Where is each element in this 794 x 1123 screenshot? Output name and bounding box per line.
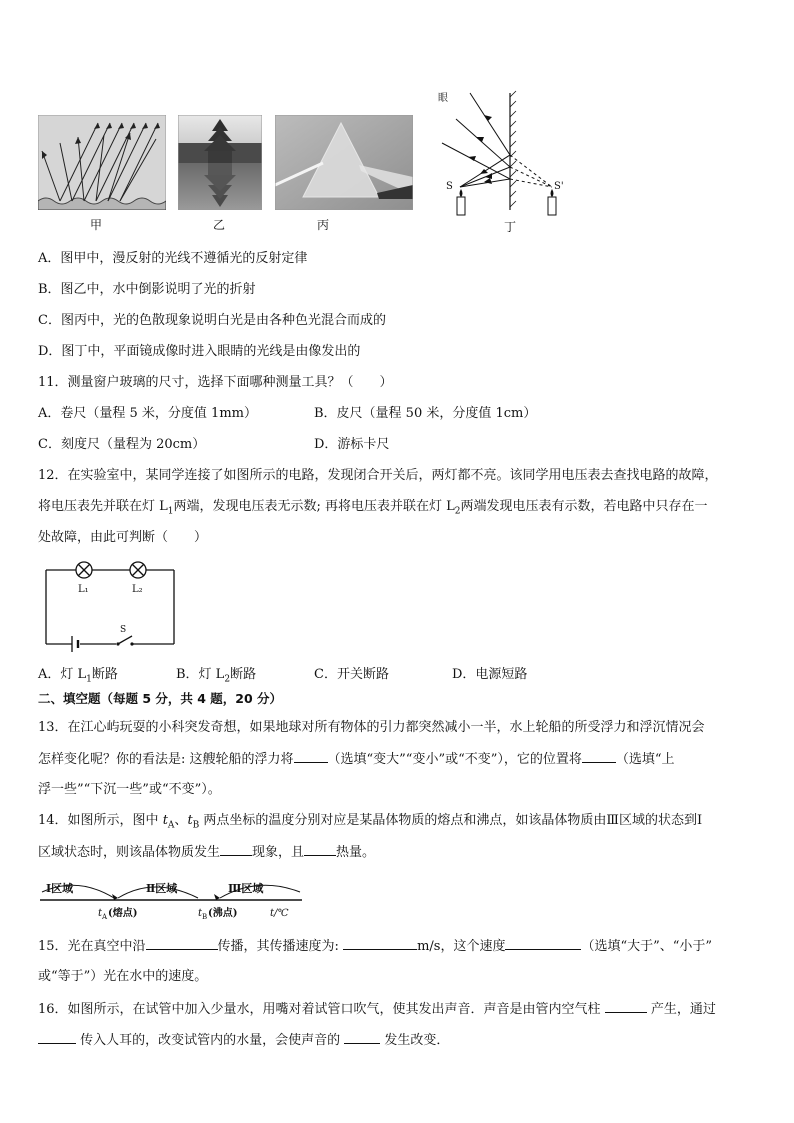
s-prime-label: S' — [554, 181, 564, 192]
q12-stem-line-2 — [38, 498, 708, 521]
q13-blank-1[interactable] — [294, 750, 328, 763]
q12-stem-line-1: 12．在实验室中，某同学连接了如图所示的电路，发现闭合开关后，两灯都不亮。该同学用电压表去查找电路的故障， — [38, 468, 718, 483]
ta-sub: A — [102, 913, 108, 921]
q14-blank-2[interactable] — [304, 843, 336, 856]
q12-stem-2a: 将电压表先并联在灯 L — [38, 499, 168, 514]
q14-line-1: 14．如图所示，图中 $t_A$、$t_B$ 两点坐标的温度分别对应是某晶体物质的熔点和沸点，如该晶体物质由Ⅲ区域的状态到Ⅰ — [38, 813, 703, 831]
section-2-title: 二、填空题（每题 5 分，共 4 题，20 分） — [38, 691, 283, 706]
q11-option-c: C．刻度尺（量程为 20cm） — [38, 437, 206, 452]
figure-ding-plane-mirror — [430, 85, 580, 235]
figure-jia-diffuse-reflection — [38, 115, 166, 210]
figure-jia-label: 甲 — [90, 218, 103, 232]
q10-option-a: A．图甲中，漫反射的光线不遵循光的反射定律 — [38, 251, 308, 266]
q12-option-d: D．电源短路 — [452, 667, 528, 682]
q16-blank-3[interactable] — [344, 1031, 380, 1044]
q13-blank-2[interactable] — [582, 750, 616, 763]
tb-sub: B — [202, 913, 208, 921]
q12-stem-line-3: 处故障，由此可判断（ ） — [38, 530, 208, 545]
figure-ding-label: 丁 — [504, 220, 517, 234]
q13-line-3: 浮一些”“下沉一些”或“不变”）。 — [38, 782, 221, 797]
tb-label: t — [198, 908, 203, 919]
q11-option-b: B．皮尺（量程 50 米，分度值 1cm） — [314, 406, 537, 421]
q15-blank-1[interactable] — [146, 937, 218, 950]
figure-bing-prism-dispersion — [275, 115, 413, 210]
circuit-label-l1: L₁ — [78, 584, 89, 595]
q16-blank-2[interactable] — [38, 1031, 76, 1044]
eye-icon: 眼 — [438, 93, 448, 104]
q12-option-c: C．开关断路 — [314, 667, 389, 682]
q15-line-2: 或“等于”）光在水中的速度。 — [38, 969, 208, 984]
q10-option-c: C．图丙中，光的色散现象说明白光是由各种色光混合而成的 — [38, 313, 386, 328]
figure-yi-label: 乙 — [213, 218, 226, 232]
q13-line-1: 13．在江心屿玩耍的小科突发奇想，如果地球对所有物体的引力都突然减小一半，水上轮船的所受浮力和浮沉情况会 — [38, 720, 705, 735]
region-3-label: Ⅲ区域 — [228, 882, 264, 895]
q12-circuit-diagram — [40, 560, 180, 652]
figure-row — [0, 0, 794, 240]
q11-option-a: A．卷尺（量程 5 米，分度值 1mm） — [38, 406, 257, 421]
q12-option-b: B．灯 $L_2$断路 — [176, 667, 257, 685]
q16-line-1: 16．如图所示，在试管中加入少量水，用嘴对着试管口吹气，使其发出声音．声音是由管内空气柱 产生，通过 — [38, 1002, 716, 1017]
q15-blank-2[interactable] — [343, 937, 417, 950]
q11-option-d: D．游标卡尺 — [314, 437, 390, 452]
region-2-label: Ⅱ区域 — [146, 882, 178, 895]
tb-note: (沸点) — [208, 908, 238, 919]
circuit-label-l2: L₂ — [132, 584, 143, 595]
q10-option-b: B．图乙中，水中倒影说明了光的折射 — [38, 282, 256, 297]
q12-sub-2: 2 — [454, 506, 461, 517]
q10-option-d: D．图丁中，平面镜成像时进入眼睛的光线是由像发出的 — [38, 344, 361, 359]
q14-temperature-region-diagram — [38, 872, 308, 922]
q15-blank-3[interactable] — [505, 937, 581, 950]
q12-sub-1: 1 — [167, 506, 174, 517]
ta-label: t — [98, 908, 103, 919]
q14-blank-1[interactable] — [220, 843, 252, 856]
q16-blank-1[interactable] — [605, 1000, 647, 1013]
figure-bing-label: 丙 — [317, 218, 330, 232]
q14-line-2: 区域状态时，则该晶体物质发生 现象，且 热量。 — [38, 845, 376, 860]
q15-line-1: 15．光在真空中沿 传播，其传播速度为: m/s，这个速度 （选填“大于”、“小于” — [38, 939, 713, 954]
circuit-label-s: S — [120, 625, 127, 635]
q11-stem: 11．测量窗户玻璃的尺寸，选择下面哪种测量工具？（ ） — [38, 375, 393, 390]
figure-yi-water-reflection — [178, 115, 262, 210]
q12-stem-2b: 两端，发现电压表无示数; 再将电压表并联在灯 L — [173, 499, 455, 514]
s-label: S — [446, 181, 453, 192]
q12-option-a: A．灯 $L_1$断路 — [38, 667, 118, 685]
q12-stem-2c: 两端发现电压表有示数，若电路中只存在一 — [460, 499, 708, 514]
q13-line-2: 怎样变化呢？你的看法是: 这艘轮船的浮力将 （选填“变大”“变小”或“不变”），它的位置将 （选填“上 — [38, 752, 675, 767]
ta-note: (熔点) — [108, 908, 138, 919]
region-1-label: Ⅰ区域 — [46, 882, 74, 895]
axis-label: t/℃ — [270, 908, 289, 919]
q16-line-2: 传入人耳的，改变试管内的水量，会使声音的 发生改变． — [38, 1031, 449, 1050]
